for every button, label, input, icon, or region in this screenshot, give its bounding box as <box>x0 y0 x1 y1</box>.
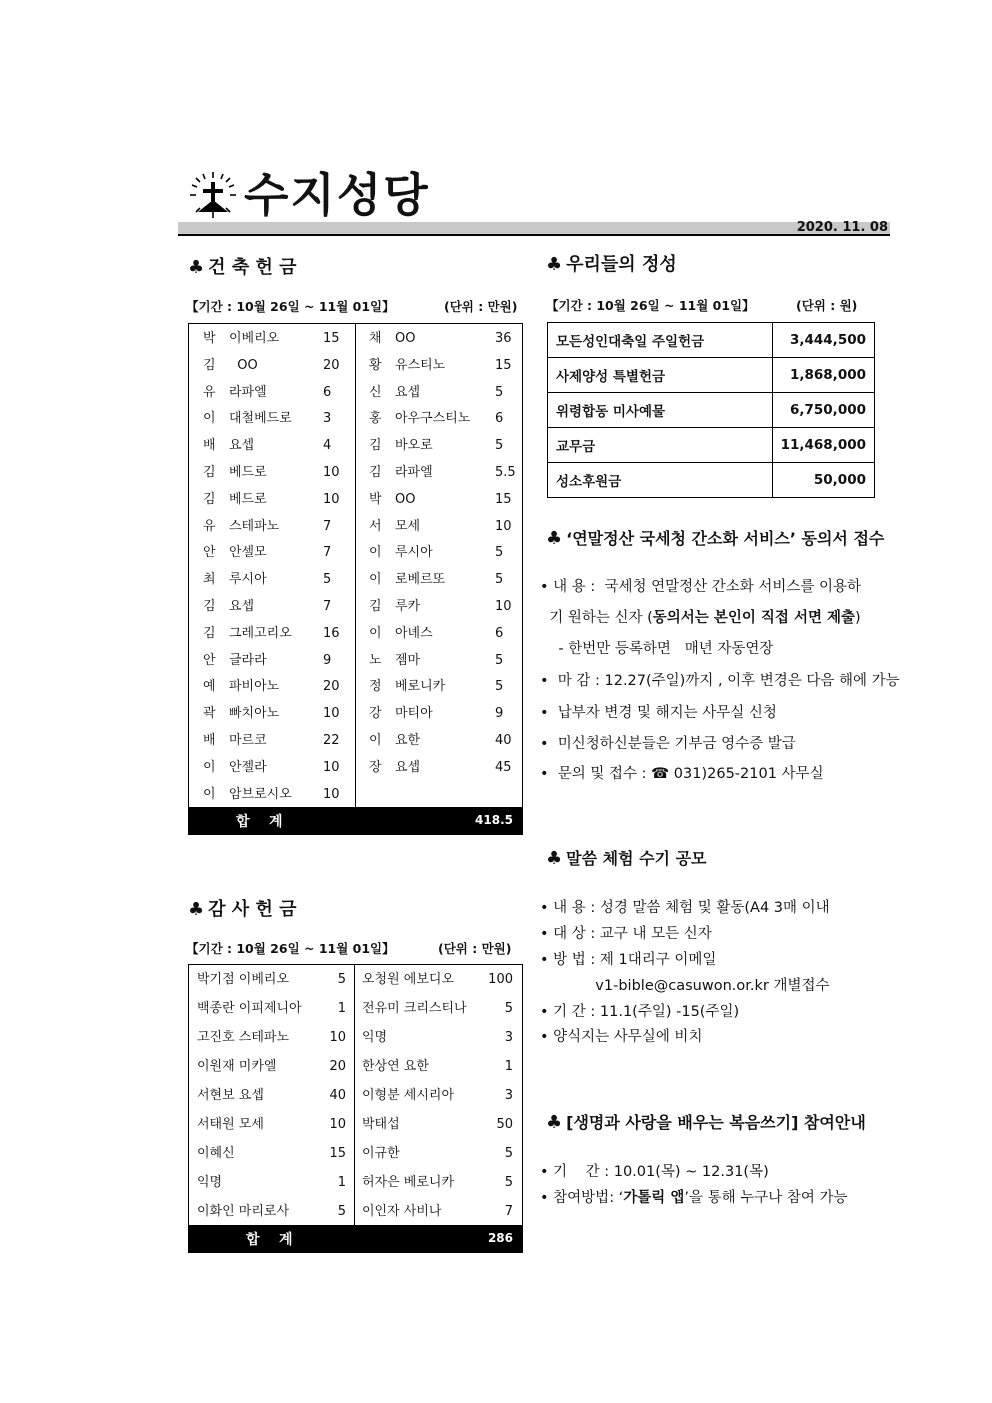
donor-amount: 7 <box>323 518 332 534</box>
donor-row <box>189 972 354 988</box>
donor-amount: 5 <box>495 384 504 400</box>
donor-amount: 5 <box>504 1146 513 1161</box>
donor-name: 이화인 마리로사 <box>197 1204 290 1219</box>
tax-deadline-line: • 마 감 : 12.27(주일)까지 , 이후 변경은 다음 해에 가능 <box>540 673 900 689</box>
donor-row <box>189 1088 354 1104</box>
donor-amount: 7 <box>504 1204 513 1219</box>
tax-content-line: • 내 용 : 국세청 연말정산 간소화 서비스를 이용하 <box>540 579 862 595</box>
donor-surname: 안 <box>203 545 216 561</box>
donor-amount: 15 <box>323 331 340 346</box>
donor-amount: 5 <box>495 652 504 668</box>
donor-surname: 이 <box>369 733 382 748</box>
donor-amount: 3 <box>504 1030 513 1045</box>
donor-name: 아녜스 <box>395 625 433 641</box>
donor-name: 파비아노 <box>229 679 280 695</box>
offerings-table <box>547 322 875 498</box>
word-target-line: • 대 상 : 교구 내 모든 신자 <box>540 926 712 942</box>
donor-name: OO <box>395 491 416 507</box>
offering-row <box>548 393 875 428</box>
donor-name: 백종란 이피제니아 <box>197 1001 302 1016</box>
club-icon: ♣ <box>546 254 563 275</box>
donor-row <box>355 706 521 722</box>
donor-amount: 4 <box>323 438 332 454</box>
donor-name: 베로니카 <box>395 679 446 695</box>
donor-name: 이형분 세시리아 <box>362 1088 455 1103</box>
thanks-heading <box>188 898 297 922</box>
donor-surname: 김 <box>369 465 382 480</box>
donor-surname: 김 <box>203 599 216 614</box>
donor-surname: 김 <box>369 599 382 614</box>
donor-surname: 노 <box>369 652 382 668</box>
offering-label: 모든성인대축일 주일헌금 <box>548 323 773 358</box>
donor-row <box>189 787 355 803</box>
donor-name: 스테파노 <box>229 518 280 534</box>
donor-name: 베드로 <box>229 491 267 507</box>
thanks-total-bar <box>188 1225 523 1253</box>
offering-amount: 6,750,000 <box>772 393 874 428</box>
donor-name: 그레고리오 <box>229 625 292 641</box>
offering-amount: 11,468,000 <box>772 428 874 463</box>
offering-label: 위령합동 미사예물 <box>548 393 773 428</box>
donor-surname: 김 <box>203 491 216 507</box>
donor-name: 박기점 이베리오 <box>197 972 290 987</box>
tax-target-close: ) <box>855 610 861 626</box>
donor-surname: 배 <box>203 733 216 748</box>
donor-name: 루카 <box>395 599 421 614</box>
donor-amount: 10 <box>495 518 512 534</box>
donor-surname: 배 <box>203 438 216 454</box>
donor-row <box>189 733 355 749</box>
thanks-total-value: 286 <box>487 1231 513 1245</box>
donor-amount: 6 <box>495 625 504 641</box>
donor-name: 마르코 <box>229 733 267 748</box>
donor-row <box>189 1175 354 1191</box>
donor-name: 빠치아노 <box>229 706 280 722</box>
donor-name: 아우구스티노 <box>395 411 471 427</box>
donor-name: 이원재 미카엘 <box>197 1059 277 1074</box>
donor-amount: 3 <box>504 1088 513 1103</box>
donor-name: 이규한 <box>362 1146 400 1161</box>
donor-amount: 100 <box>488 972 513 987</box>
building-total-value: 418.5 <box>475 813 513 827</box>
donor-name: 요한 <box>395 733 421 748</box>
donor-amount: 5 <box>504 1175 513 1190</box>
donor-row <box>189 1204 354 1220</box>
donor-name: 라파엘 <box>395 465 433 480</box>
donor-row <box>189 679 355 695</box>
donor-name: 대철베드로 <box>229 411 292 427</box>
building-total-label: 합 계 <box>236 814 283 830</box>
donor-row <box>189 519 355 535</box>
donor-row <box>189 331 355 347</box>
donor-row <box>355 653 521 669</box>
donor-name: 안젤라 <box>229 759 267 775</box>
donor-name: 요셉 <box>229 599 255 614</box>
donor-amount: 5.5 <box>495 465 516 480</box>
donor-row <box>355 358 521 374</box>
tax-change-line: • 납부자 변경 및 해지는 사무실 신청 <box>540 705 777 721</box>
donor-row <box>189 1059 354 1075</box>
gospel-heading-text: [생명과 사랑을 배우는 복음쓰기] 참여안내 <box>566 1113 866 1132</box>
word-heading-text: 말씀 체험 수기 공모 <box>566 849 707 868</box>
word-method-line: • 방 법 : 제 1대리구 이메일 <box>540 952 717 968</box>
church-logo <box>188 170 238 220</box>
donor-amount: 5 <box>495 545 504 561</box>
donor-row <box>354 972 521 988</box>
offering-row <box>548 323 875 358</box>
donor-name: 서태원 모세 <box>197 1117 264 1132</box>
donor-row <box>354 1204 521 1220</box>
donor-row <box>189 358 355 374</box>
donor-row <box>355 733 521 749</box>
donor-row <box>354 1146 521 1162</box>
donor-amount: 22 <box>323 733 340 748</box>
donor-amount: 1 <box>337 1001 346 1016</box>
donor-name: 암브로시오 <box>229 786 292 802</box>
donor-amount: 5 <box>504 1001 513 1016</box>
donor-name: 이인자 사비나 <box>362 1204 442 1219</box>
donor-name: 익명 <box>197 1175 223 1190</box>
donor-name: 마티아 <box>395 706 433 722</box>
offering-row <box>548 358 875 393</box>
donor-name: OO <box>395 331 416 346</box>
donor-row <box>355 492 521 508</box>
donor-name: 이베리오 <box>229 331 280 346</box>
donor-amount: 9 <box>323 652 332 668</box>
offering-label: 사제양성 특별헌금 <box>548 358 773 393</box>
donor-surname: 장 <box>369 759 382 775</box>
donor-name: 요셉 <box>395 384 421 400</box>
word-content-line: • 내 용 : 성경 말씀 체험 및 활동(A4 3매 이내 <box>540 900 830 916</box>
donor-name: 젬마 <box>395 652 421 668</box>
donor-name: 고진호 스테파노 <box>197 1030 290 1045</box>
donor-row <box>189 545 355 561</box>
donor-surname: 안 <box>203 652 216 668</box>
tax-contact-line: • 문의 및 접수 : ☎ 031)265-2101 사무실 <box>540 766 824 782</box>
donor-amount: 6 <box>323 384 332 400</box>
donor-amount: 10 <box>323 759 340 775</box>
donor-surname: 황 <box>369 357 382 373</box>
donor-row <box>189 760 355 776</box>
donor-amount: 15 <box>329 1146 346 1161</box>
donor-surname: 유 <box>203 384 216 400</box>
donor-amount: 45 <box>495 759 512 775</box>
donor-amount: 10 <box>495 599 512 614</box>
word-form-line: • 양식지는 사무실에 비치 <box>540 1029 703 1045</box>
donor-row <box>354 1030 521 1046</box>
donor-surname: 박 <box>369 491 382 507</box>
club-icon: ♣ <box>188 257 205 278</box>
donor-surname: 박 <box>203 331 216 346</box>
offering-label: 교무금 <box>548 428 773 463</box>
tax-target-emphasis: 동의서는 본인이 직접 서면 제출 <box>652 610 856 626</box>
offerings-period: 【기간 : 10월 26일 ~ 11월 01일】 <box>546 298 755 313</box>
donor-surname: 유 <box>203 518 216 534</box>
donor-name: 로베르또 <box>395 572 446 588</box>
donor-row <box>189 385 355 401</box>
word-email-line: v1-bible@casuwon.or.kr 개별접수 <box>540 978 830 994</box>
gospel-heading <box>546 1111 866 1135</box>
donor-surname: 정 <box>369 679 382 695</box>
tax-target-text: 기 원하는 신자 ( <box>540 610 653 626</box>
donor-row <box>354 1088 521 1104</box>
donor-amount: 10 <box>323 491 340 507</box>
donor-name: 유스티노 <box>395 357 446 373</box>
donor-row <box>355 519 521 535</box>
donor-row <box>355 411 521 427</box>
donor-name: 요셉 <box>229 438 255 454</box>
donor-amount: 40 <box>329 1088 346 1103</box>
donor-row <box>355 385 521 401</box>
donor-row <box>354 1117 521 1133</box>
donor-row <box>189 465 355 481</box>
donor-amount: 40 <box>495 733 512 748</box>
offerings-unit: (단위 : 원) <box>796 298 858 313</box>
donor-amount: 5 <box>495 572 504 588</box>
donor-surname: 이 <box>369 572 382 588</box>
donor-surname: 이 <box>369 625 382 641</box>
offering-amount: 3,444,500 <box>772 323 874 358</box>
offerings-heading <box>546 253 677 277</box>
word-period-line: • 기 간 : 11.1(주일) -15(주일) <box>540 1004 740 1020</box>
donor-row <box>355 760 521 776</box>
building-total-bar <box>188 807 523 835</box>
offering-amount: 1,868,000 <box>772 358 874 393</box>
donor-amount: 20 <box>329 1059 346 1074</box>
donor-amount: 5 <box>323 572 332 588</box>
donor-surname: 김 <box>369 438 382 454</box>
thanks-total-label: 합 계 <box>246 1232 293 1248</box>
donor-surname: 신 <box>369 384 382 400</box>
donor-amount: 1 <box>504 1059 513 1074</box>
donor-amount: 10 <box>329 1030 346 1045</box>
donor-row <box>189 1001 354 1017</box>
donor-row <box>355 599 521 615</box>
donor-surname: 김 <box>203 465 216 480</box>
tax-heading-text: ‘연말정산 국세청 간소화 서비스’ 동의서 접수 <box>566 529 885 548</box>
donor-name: 박태섭 <box>362 1117 400 1132</box>
donor-name: 라파엘 <box>229 384 267 400</box>
donor-name: 한상연 요한 <box>362 1059 429 1074</box>
donor-amount: 10 <box>329 1117 346 1132</box>
donor-row <box>189 438 355 454</box>
thanks-unit: (단위 : 만원) <box>438 941 512 956</box>
donor-row <box>189 1146 354 1162</box>
club-icon: ♣ <box>188 899 205 920</box>
donor-surname: 이 <box>203 411 216 427</box>
donor-amount: 9 <box>495 706 504 722</box>
donor-name: 요셉 <box>395 759 421 775</box>
donor-surname: 김 <box>203 357 216 373</box>
donor-amount: 20 <box>323 357 340 373</box>
thanks-table <box>188 964 523 1226</box>
donor-row <box>355 572 521 588</box>
donor-amount: 1 <box>337 1175 346 1190</box>
donor-surname: 서 <box>369 518 382 534</box>
donor-row <box>189 1030 354 1046</box>
thanks-heading-text: 감 사 헌 금 <box>208 899 297 920</box>
donor-amount: 5 <box>337 972 346 987</box>
donor-row <box>355 465 521 481</box>
donor-surname: 최 <box>203 572 216 588</box>
donor-name: 안셀모 <box>229 545 267 561</box>
gospel-method-text: • 참여방법: ‘ <box>540 1190 624 1206</box>
building-table <box>188 323 523 808</box>
gospel-method-rest: ’을 통해 누구나 참여 가능 <box>684 1190 848 1206</box>
gospel-app-name: 가톨릭 앱 <box>623 1190 685 1206</box>
donor-surname: 예 <box>203 679 216 695</box>
donor-row <box>189 1117 354 1133</box>
donor-amount: 10 <box>323 706 340 722</box>
donor-name: 루시아 <box>395 545 433 561</box>
donor-surname: 채 <box>369 331 382 346</box>
tax-target-line <box>540 608 861 628</box>
donor-row <box>355 438 521 454</box>
gospel-period-line: • 기 간 : 10.01(목) ~ 12.31(목) <box>540 1164 769 1180</box>
donor-row <box>189 706 355 722</box>
donor-name: 바오로 <box>395 438 433 454</box>
page-title: 수지성당 <box>244 168 430 222</box>
donor-surname: 이 <box>203 786 216 802</box>
donor-name: 이혜신 <box>197 1146 235 1161</box>
offering-amount: 50,000 <box>772 463 874 498</box>
donor-amount: 36 <box>495 331 512 346</box>
donor-name: 베드로 <box>229 465 267 480</box>
donor-row <box>189 626 355 642</box>
donor-row <box>189 599 355 615</box>
building-unit: (단위 : 만원) <box>444 299 518 314</box>
donor-name: 오청원 에보디오 <box>362 972 455 987</box>
donor-row <box>354 1175 521 1191</box>
donor-row <box>355 331 521 347</box>
donor-amount: 7 <box>323 599 332 614</box>
donor-amount: 16 <box>323 625 340 641</box>
donor-surname: 강 <box>369 706 382 722</box>
donor-name: 전유미 크리스티나 <box>362 1001 467 1016</box>
donor-amount: 20 <box>323 679 340 695</box>
donor-row <box>189 653 355 669</box>
donor-row <box>354 1001 521 1017</box>
donor-amount: 6 <box>495 411 504 427</box>
donor-name: 모세 <box>395 518 421 534</box>
donor-amount: 50 <box>496 1117 513 1132</box>
donor-surname: 이 <box>203 759 216 775</box>
gospel-method-line <box>540 1188 848 1208</box>
offering-label: 성소후원금 <box>548 463 773 498</box>
donor-amount: 5 <box>337 1204 346 1219</box>
donor-surname: 이 <box>369 545 382 561</box>
building-heading-text: 건 축 헌 금 <box>208 257 297 278</box>
tax-receipt-line: • 미신청하신분들은 기부금 영수증 발급 <box>540 736 796 752</box>
donor-row <box>189 572 355 588</box>
offerings-heading-text: 우리들의 정성 <box>566 254 677 275</box>
club-icon: ♣ <box>546 1112 563 1133</box>
tax-heading <box>546 527 884 551</box>
donor-amount: 15 <box>495 357 512 373</box>
donor-name: 허자은 베로니카 <box>362 1175 455 1190</box>
club-icon: ♣ <box>546 848 563 869</box>
donor-name: 루시아 <box>229 572 267 588</box>
donor-row <box>355 679 521 695</box>
tax-renew-line: - 한번만 등록하면 매년 자동연장 <box>540 641 774 657</box>
donor-amount: 10 <box>323 786 340 802</box>
offering-row <box>548 463 875 498</box>
donor-row <box>355 545 521 561</box>
building-heading <box>188 256 297 280</box>
donor-surname: 김 <box>203 625 216 641</box>
bulletin-date: 2020. 11. 08 <box>796 220 888 235</box>
donor-amount: 10 <box>323 465 340 480</box>
donor-row <box>354 1059 521 1075</box>
donor-surname: 홍 <box>369 411 382 427</box>
donor-amount: 15 <box>495 491 512 507</box>
donor-amount: 5 <box>495 679 504 695</box>
club-icon: ♣ <box>546 528 563 549</box>
donor-amount: 7 <box>323 545 332 561</box>
donor-name: 익명 <box>362 1030 388 1045</box>
word-heading <box>546 847 707 871</box>
thanks-period: 【기간 : 10월 26일 ~ 11월 01일】 <box>186 941 395 956</box>
building-period: 【기간 : 10월 26일 ~ 11월 01일】 <box>186 299 395 314</box>
donor-surname: 곽 <box>203 706 216 722</box>
donor-row <box>355 626 521 642</box>
donor-name: 서현보 요셉 <box>197 1088 264 1103</box>
donor-amount: 5 <box>495 438 504 454</box>
header-rule <box>178 222 890 236</box>
donor-name: 글라라 <box>229 652 267 668</box>
donor-name: OO <box>229 357 258 373</box>
donor-row <box>189 411 355 427</box>
donor-row <box>189 492 355 508</box>
donor-amount: 3 <box>323 411 332 427</box>
offering-row <box>548 428 875 463</box>
